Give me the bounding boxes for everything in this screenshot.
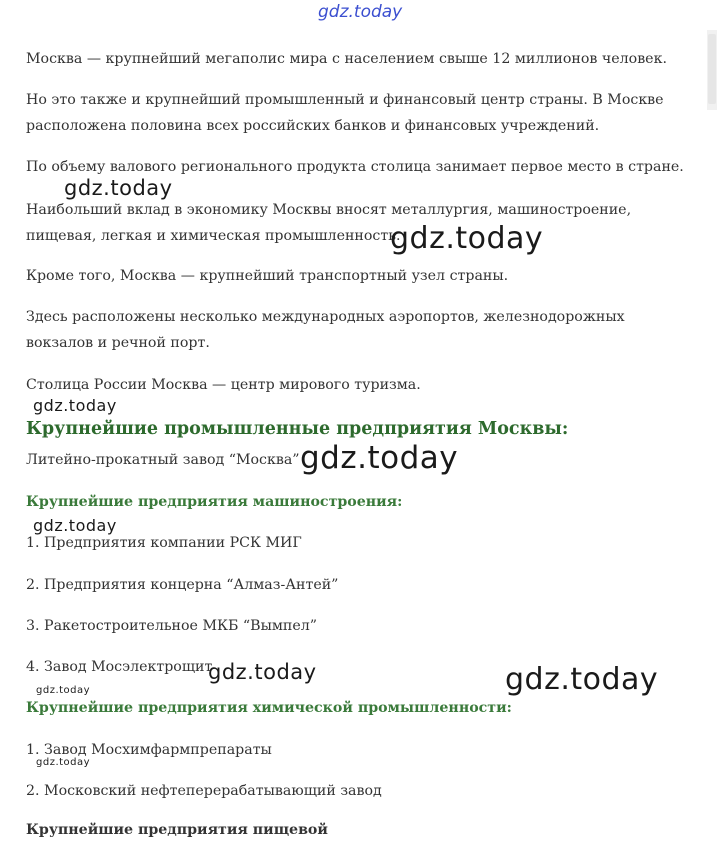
machinery-item: 4. Завод Мосэлектрощит bbox=[26, 659, 213, 675]
watermark: gdz.today bbox=[36, 757, 91, 768]
watermark: gdz.today bbox=[64, 176, 173, 200]
watermark: gdz.today bbox=[390, 221, 544, 256]
paragraph-transport-hub: Кроме того, Москва — крупнейший транспортный узел страны. bbox=[26, 268, 509, 284]
paragraph-financial-center: Но это также и крупнейший промышленный и финансовый центр страны. В Москве расположена половина всех российских банков и финансовых учреждений. bbox=[26, 92, 664, 134]
machinery-item: 1. Предприятия компании РСК МИГ bbox=[26, 535, 302, 551]
paragraph-tourism: Столица России Москва — центр мирового туризма. bbox=[26, 377, 421, 393]
paragraph-population: Москва — крупнейший мегаполис мира с населением свыше 12 миллионов человек. bbox=[26, 51, 667, 67]
heading-chemical: Крупнейшие предприятия химической промышленности: bbox=[26, 700, 512, 716]
watermark: gdz.today bbox=[33, 516, 117, 535]
chemical-item: 2. Московский нефтеперерабатывающий завод bbox=[26, 783, 382, 799]
chemical-item: 1. Завод Мосхимфармпрепараты bbox=[26, 742, 272, 758]
paragraph-airports: Здесь расположены несколько международных аэропортов, железнодорожных вокзалов и речной порт. bbox=[26, 309, 625, 351]
watermark-top: gdz.today bbox=[318, 2, 403, 22]
paragraph-grp: По объему валового регионального продукта столица занимает первое место в стране. bbox=[26, 159, 684, 175]
watermark: gdz.today bbox=[300, 440, 459, 476]
heading-food-cutoff: Крупнейшие предприятия пищевой bbox=[26, 822, 328, 838]
heading-machinery: Крупнейшие предприятия машиностроения: bbox=[26, 494, 403, 510]
machinery-item: 2. Предприятия концерна “Алмаз-Антей” bbox=[26, 577, 339, 593]
machinery-item: 3. Ракетостроительное МКБ “Вымпел” bbox=[26, 618, 318, 634]
scrollbar-thumb[interactable] bbox=[708, 34, 716, 104]
paragraph-economy-contribution: Наибольший вклад в экономику Москвы вносят металлургия, машиностроение, пищевая, легкая и химическая промышленность. bbox=[26, 202, 632, 244]
metallurgy-item: Литейно-прокатный завод “Москва” bbox=[26, 452, 300, 468]
heading-industrial-enterprises: Крупнейшие промышленные предприятия Москвы: bbox=[26, 419, 569, 439]
watermark: gdz.today bbox=[36, 685, 91, 696]
watermark: gdz.today bbox=[505, 662, 659, 697]
watermark: gdz.today bbox=[33, 396, 117, 415]
watermark: gdz.today bbox=[208, 660, 317, 684]
